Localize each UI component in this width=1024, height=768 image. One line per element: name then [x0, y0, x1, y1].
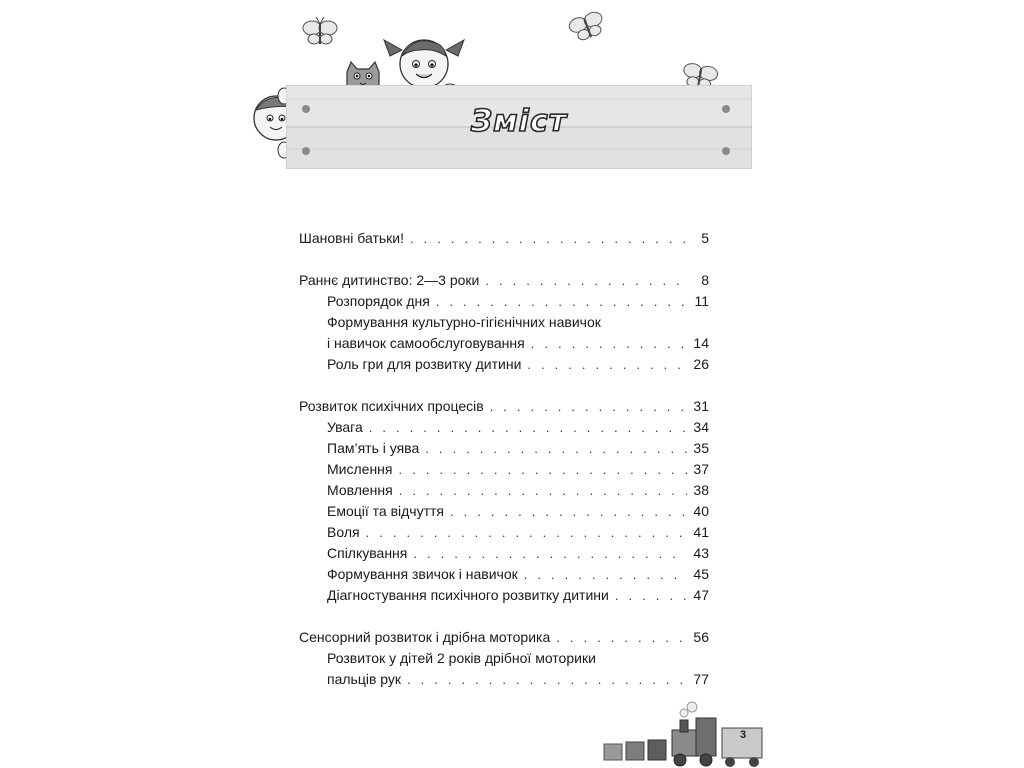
toc-entry-label: Розпорядок дня: [327, 293, 430, 309]
toc-entry[interactable]: [299, 396, 709, 417]
toc-page-number: 47: [693, 587, 709, 603]
toc-leader-dots: [425, 438, 687, 459]
toc-leader-dots: [527, 354, 687, 375]
toc-subentry[interactable]: [299, 648, 709, 669]
toc-subentry[interactable]: [299, 291, 709, 312]
toc-leader-dots: [366, 522, 687, 543]
toc-entry-label: і навичок самообслуговування: [327, 335, 525, 351]
toc-gap: [299, 606, 709, 627]
toc-leader-dots: [399, 480, 687, 501]
toc-entry[interactable]: [299, 270, 709, 291]
toc-entry-label: Роль гри для розвитку дитини: [327, 356, 522, 372]
toc-page-number: 37: [693, 461, 709, 477]
toc-page-number: 40: [693, 503, 709, 519]
toc-subentry[interactable]: [299, 312, 709, 333]
page-title: Зміст: [470, 104, 568, 139]
toc-entry-label: Увага: [327, 419, 363, 435]
toc-entry-label: Раннє дитинство: 2—3 роки: [299, 272, 480, 288]
toc-leader-dots: [556, 627, 687, 648]
toc-entry[interactable]: [299, 627, 709, 648]
toc-leader-dots: [413, 543, 687, 564]
toc-subentry[interactable]: [299, 564, 709, 585]
page-number: 3: [739, 729, 747, 741]
toc-leader-dots: [410, 228, 687, 249]
toc-page-number: 31: [693, 398, 709, 414]
toc-page-number: 43: [693, 545, 709, 561]
toc-entry-label: Мовлення: [327, 482, 393, 498]
toc-page-number: 14: [693, 335, 709, 351]
toc-leader-dots: [485, 270, 687, 291]
toc-subentry[interactable]: [299, 585, 709, 606]
toc-leader-dots: [436, 291, 687, 312]
toc-subentry[interactable]: [299, 417, 709, 438]
toc-entry-label: Мислення: [327, 461, 393, 477]
toc-leader-dots: [531, 333, 687, 354]
butterfly-icon: [567, 10, 607, 43]
toc-entry-label: пальців рук: [327, 671, 402, 687]
toc-entry-label: Розвиток психічних процесів: [299, 398, 484, 414]
toc-page-number: 41: [693, 524, 709, 540]
toc-leader-dots: [398, 459, 687, 480]
toc-subentry[interactable]: [299, 459, 709, 480]
table-of-contents: [299, 228, 709, 690]
toc-page-number: 11: [694, 293, 709, 309]
toc-page-number: 77: [693, 671, 709, 687]
toc-subentry[interactable]: [299, 543, 709, 564]
toc-subentry[interactable]: [299, 480, 709, 501]
butterfly-icon: [303, 17, 337, 44]
toc-leader-dots: [490, 396, 687, 417]
toc-leader-dots: [407, 669, 687, 690]
toc-subentry[interactable]: [299, 333, 709, 354]
toc-entry-label: Формування культурно-гігієнічних навичок: [327, 314, 601, 330]
toc-subentry[interactable]: [299, 522, 709, 543]
toc-gap: [299, 375, 709, 396]
toc-page-number: 26: [693, 356, 709, 372]
girl-character-icon: [384, 40, 464, 88]
toc-leader-dots: [524, 564, 687, 585]
toc-entry-label: Спілкування: [327, 545, 408, 561]
toc-page-number: 8: [701, 272, 709, 288]
toc-subentry[interactable]: [299, 501, 709, 522]
toc-leader-dots: [450, 501, 687, 522]
toc-page-number: 38: [693, 482, 709, 498]
toc-leader-dots: [615, 585, 687, 606]
toc-page-number: 35: [693, 440, 709, 456]
toc-gap: [299, 249, 709, 270]
toc-entry-label: Шановні батьки!: [299, 230, 405, 246]
toc-entry-label: Сенсорний розвиток і дрібна моторика: [299, 629, 551, 645]
toc-page-number: 5: [701, 230, 709, 246]
toc-page-number: 45: [693, 566, 709, 582]
toc-entry-label: Формування звичок і навичок: [327, 566, 518, 582]
toy-blocks-icon: [604, 740, 666, 760]
toc-subentry[interactable]: [299, 669, 709, 690]
toc-page-number: 34: [693, 419, 709, 435]
toc-page-number: 56: [693, 629, 709, 645]
toc-subentry[interactable]: [299, 438, 709, 459]
toc-entry-label: Діагностування психічного розвитку дитини: [327, 587, 609, 603]
toc-entry-label: Емоції та відчуття: [327, 503, 445, 519]
toc-entry-label: Розвиток у дітей 2 років дрібної моторики: [327, 650, 596, 666]
toc-entry-label: Воля: [327, 524, 360, 540]
toc-entry[interactable]: [299, 228, 709, 249]
toc-subentry[interactable]: [299, 354, 709, 375]
toc-entry-label: Пам’ять і уява: [327, 440, 420, 456]
toc-leader-dots: [369, 417, 687, 438]
